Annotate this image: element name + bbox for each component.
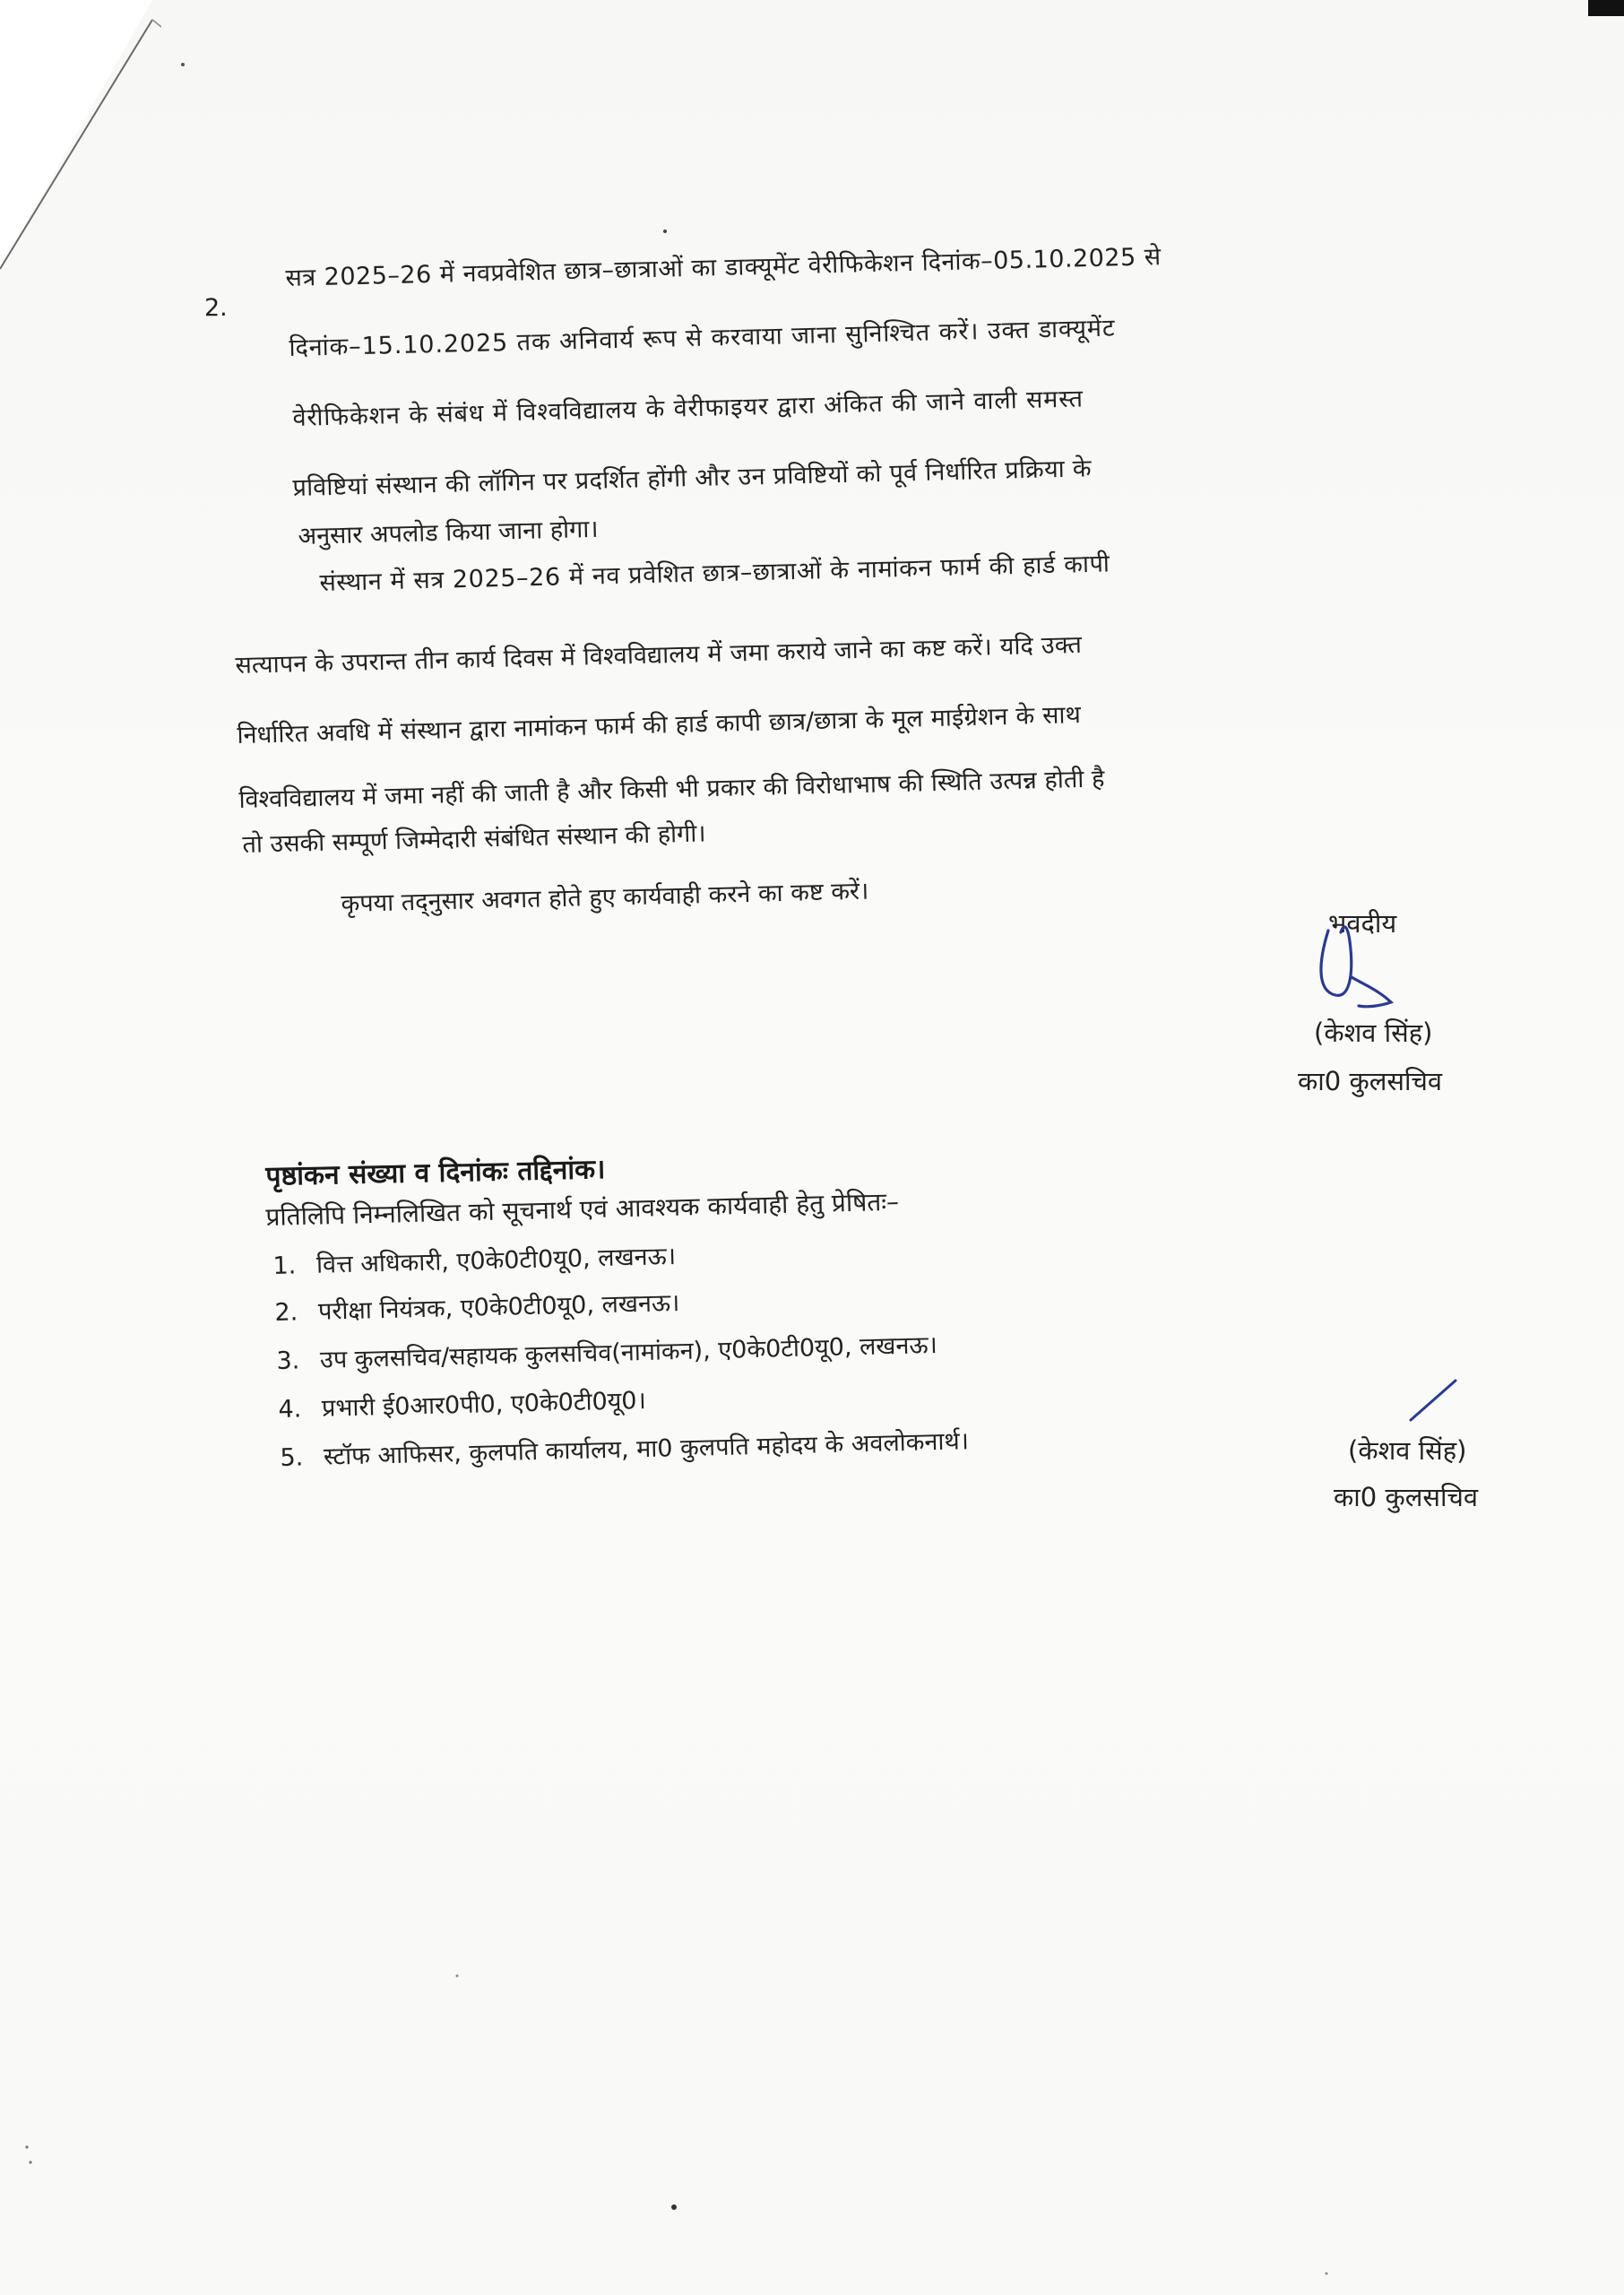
recipient-text: परीक्षा नियंत्रक, ए0के0टी0यू0, लखनऊ। bbox=[317, 1288, 680, 1326]
paragraph-1-line: अनुसार अपलोड किया जाना होगा। bbox=[298, 515, 599, 550]
recipient-text: प्रभारी ई0आर0पी0, ए0के0टी0यू0। bbox=[321, 1386, 647, 1423]
paragraph-2-line: निर्धारित अवधि में संस्थान द्वारा नामांकन फार्म की हार्ड कापी छात्र/छात्रा के मूल माईग्रेशन के साथ bbox=[237, 700, 1082, 749]
paragraph-2-line: सत्यापन के उपरान्त तीन कार्य दिवस में विश्वविद्यालय में जमा कराये जाने का कष्ट करें। यदि उक्त bbox=[235, 630, 1083, 680]
salutation: भवदीय bbox=[1328, 908, 1397, 939]
recipient-number: 5. bbox=[280, 1443, 304, 1472]
signatory-designation: का0 कुलसचिव bbox=[1298, 1066, 1443, 1096]
signatory-name: (केशव सिंह) bbox=[1314, 1018, 1433, 1048]
recipient-text: उप कुलसचिव/सहायक कुलसचिव(नामांकन), ए0के0टी0यू0, लखनऊ। bbox=[319, 1330, 938, 1374]
recipient-number: 1. bbox=[272, 1251, 297, 1280]
paragraph-1-line: दिनांक–15.10.2025 तक अनिवार्य रूप से करवाया जाना सुनिश्चित करें। उक्त डाक्यूमेंट bbox=[289, 314, 1116, 362]
paragraph-1-line: वेरीफिकेशन के संबंध में विश्वविद्यालय के वेरीफाइयर द्वारा अंकित की जाने वाली समस्त bbox=[292, 385, 1084, 432]
recipient-number: 3. bbox=[276, 1347, 300, 1375]
paragraph-1-line: प्रविष्टियां संस्थान की लॉगिन पर प्रदर्शित होंगी और उन प्रविष्टियों को पूर्व निर्धारित प्रक्रिया के bbox=[292, 455, 1093, 502]
closing-line: कृपया तद्नुसार अवगत होते हुए कार्यवाही करने का कष्ट करें। bbox=[341, 877, 869, 918]
recipient-number: 2. bbox=[274, 1298, 298, 1327]
signatory-designation-2: का0 कुलसचिव bbox=[1334, 1482, 1479, 1512]
paragraph-2-line: तो उसकी सम्पूर्ण जिम्मेदारी संबंधित संस्थान की होगी। bbox=[242, 819, 706, 859]
endorsement-heading: पृष्ठांकन संख्या व दिनांकः तद्दिनांक। bbox=[265, 1154, 606, 1192]
paragraph-1-line: सत्र 2025–26 में नवप्रवेशित छात्र–छात्राओं का डाक्यूमेंट वेरीफिकेशन दिनांक–05.10.2025 से bbox=[285, 243, 1162, 292]
paragraph-2-line: विश्वविद्यालय में जमा नहीं की जाती है और किसी भी प्रकार की विरोधाभाष की स्थिति उत्पन्न होती है bbox=[238, 765, 1105, 814]
signatory-name-2: (केशव सिंह) bbox=[1348, 1435, 1467, 1466]
paragraph-2-line: संस्थान में सत्र 2025–26 में नव प्रवेशित छात्र–छात्राओं के नामांकन फार्म की हार्ड कापी bbox=[319, 550, 1110, 597]
recipient-text: वित्त अधिकारी, ए0के0टी0यू0, लखनऊ। bbox=[315, 1243, 677, 1279]
item-number: 2. bbox=[204, 294, 228, 322]
recipient-number: 4. bbox=[278, 1395, 302, 1424]
endorsement-intro: प्रतिलिपि निम्नलिखित को सूचनार्थ एवं आवश्यक कार्यवाही हेतु प्रेषितः– bbox=[265, 1186, 900, 1232]
recipient-text: स्टॉफ आफिसर, कुलपति कार्यालय, मा0 कुलपति महोदय के अवलोकनार्थ। bbox=[323, 1427, 970, 1471]
